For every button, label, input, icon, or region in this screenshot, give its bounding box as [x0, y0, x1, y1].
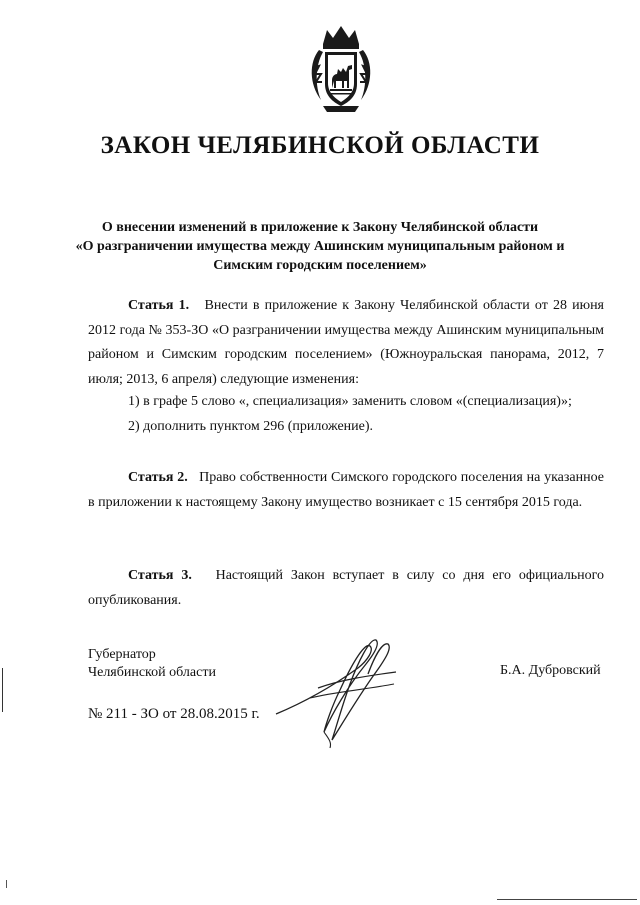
article-1-label: Статья 1.: [128, 298, 190, 313]
signatory-name: Б.А. Дубровский: [500, 663, 601, 678]
article-3-text: Настоящий Закон вступает в силу со дня его официального опубликования.: [88, 568, 605, 608]
signatory-position-line: Губернатор: [88, 647, 156, 662]
subtitle-line: Симским городским поселением»: [213, 258, 427, 273]
article-3: [88, 564, 604, 613]
article-1-item-2: 2) дополнить пунктом 296 (приложение).: [128, 419, 374, 434]
handwritten-signature: [270, 628, 400, 750]
signatory-position: [88, 646, 216, 682]
bottom-rule: [497, 899, 637, 900]
law-subtitle: [60, 218, 580, 275]
article-1-item-1: 1) в графе 5 слово «, специализация» заменить словом «(специализация)»;: [128, 394, 572, 409]
article-2: [88, 466, 604, 515]
scan-edge-mark: [2, 668, 3, 712]
article-3-label: Статья 3.: [128, 568, 192, 583]
signatory-position-line: Челябинской области: [88, 665, 216, 680]
subtitle-line: О внесении изменений в приложение к Закону Челябинской области: [101, 220, 539, 235]
subtitle-line: «О разграничении имущества между Ашинским муниципальным районом и: [75, 239, 565, 254]
registration-number: № 211 - ЗО от 28.08.2015 г.: [88, 706, 260, 722]
article-1-text: Внести в приложение к Закону Челябинской области от 28 июня 2012 года № 353-ЗО «О разграничении имущества между Ашинским муниципальным районом и Симским городским поселением» (Южноуральская панорама, 2012, 7 июля; 2013, 6 апреля) следующие изменения:: [88, 298, 604, 387]
scan-edge-tick: [6, 880, 7, 888]
chelyabinsk-coat-of-arms-icon: [305, 22, 377, 114]
article-2-label: Статья 2.: [128, 470, 188, 485]
article-1: [88, 294, 604, 392]
law-title: ЗАКОН ЧЕЛЯБИНСКОЙ ОБЛАСТИ: [100, 132, 540, 159]
article-2-text: Право собственности Симского городского поселения на указанное в приложении к настоящему Закону имущество возникает с 15 сентября 2015 года.: [88, 470, 605, 510]
